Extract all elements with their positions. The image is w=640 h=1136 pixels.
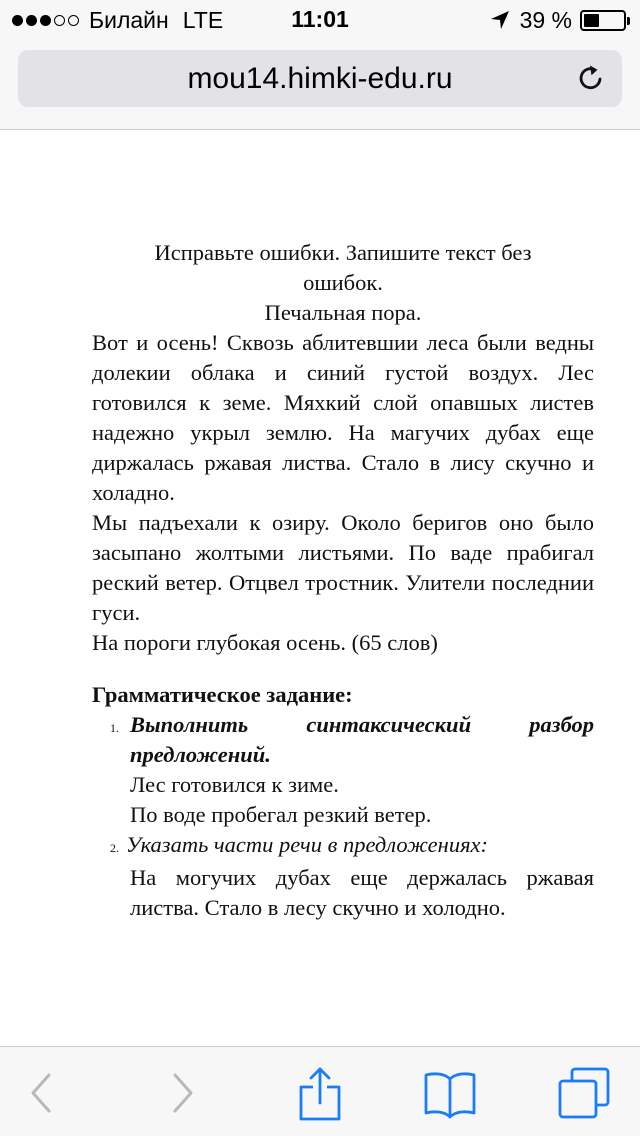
task-number: 1. bbox=[110, 721, 119, 735]
address-bar[interactable] bbox=[18, 50, 622, 107]
reload-icon[interactable] bbox=[576, 63, 606, 93]
task-title: Выполнить синтаксический разбор предложений. bbox=[130, 712, 594, 767]
share-icon bbox=[292, 1065, 348, 1121]
chevron-left-icon bbox=[14, 1065, 70, 1121]
status-right bbox=[490, 6, 626, 34]
share-button[interactable] bbox=[292, 1065, 348, 1121]
battery-percent: 39 % bbox=[519, 6, 572, 33]
paragraph-1: Вот и осень! Сквозь аблитевшии леса были ведны долекии облака и синий густой воздух. Лес готовился к земе. Мяхкий слой опавшых листев надежно укрыл землю. На магучих дубах еще диржалась ржавая листва. Стало в лису скучно и холадно. bbox=[92, 330, 594, 505]
network-type: LTE bbox=[182, 6, 224, 33]
paragraph-3: На пороги глубокая осень. (65 слов) bbox=[92, 630, 438, 655]
forward-button[interactable] bbox=[154, 1065, 210, 1121]
task-title: Указать части речи в предложениях: bbox=[126, 832, 489, 857]
browser-toolbar bbox=[0, 1046, 640, 1136]
task-sentence: По воде пробегал резкий ветер. bbox=[130, 802, 432, 827]
carrier-name: Билайн bbox=[89, 6, 169, 33]
status-bar bbox=[0, 0, 640, 40]
task-sentence: На могучих дубах еще держалась ржавая листва. Стало в лесу скучно и холодно. bbox=[130, 865, 594, 920]
back-button[interactable] bbox=[14, 1065, 70, 1121]
book-icon bbox=[422, 1065, 478, 1121]
url-text[interactable]: mou14.himki-edu.ru bbox=[187, 62, 453, 95]
battery-tip bbox=[627, 17, 630, 25]
paragraph-2: Мы падъехали к озиру. Около беригов оно было засыпано жолтыми листьями. По ваде прабигал реский ветер. Отцвел тростник. Улители последнии гуси. bbox=[92, 510, 594, 625]
tabs-icon bbox=[556, 1065, 612, 1121]
status-time: 11:01 bbox=[291, 6, 349, 32]
chevron-right-icon bbox=[154, 1065, 210, 1121]
battery-icon bbox=[580, 10, 626, 31]
instruction-line-2: ошибок. bbox=[303, 270, 383, 295]
location-arrow-icon bbox=[490, 10, 510, 30]
instruction-line-1: Исправьте ошибки. Запишите текст без bbox=[154, 240, 532, 265]
text-title: Печальная пора. bbox=[264, 300, 422, 325]
browser-nav-area bbox=[0, 40, 640, 130]
task-item bbox=[92, 830, 594, 863]
task-number: 2. bbox=[110, 841, 119, 855]
tabs-button[interactable] bbox=[556, 1065, 612, 1121]
bookmarks-button[interactable] bbox=[422, 1065, 478, 1121]
task-sentence: Лес готовился к зиме. bbox=[130, 772, 339, 797]
document-content bbox=[92, 238, 594, 923]
grammar-heading: Грамматическое задание: bbox=[92, 682, 353, 707]
task-item bbox=[92, 710, 594, 770]
battery-fill bbox=[584, 14, 599, 27]
